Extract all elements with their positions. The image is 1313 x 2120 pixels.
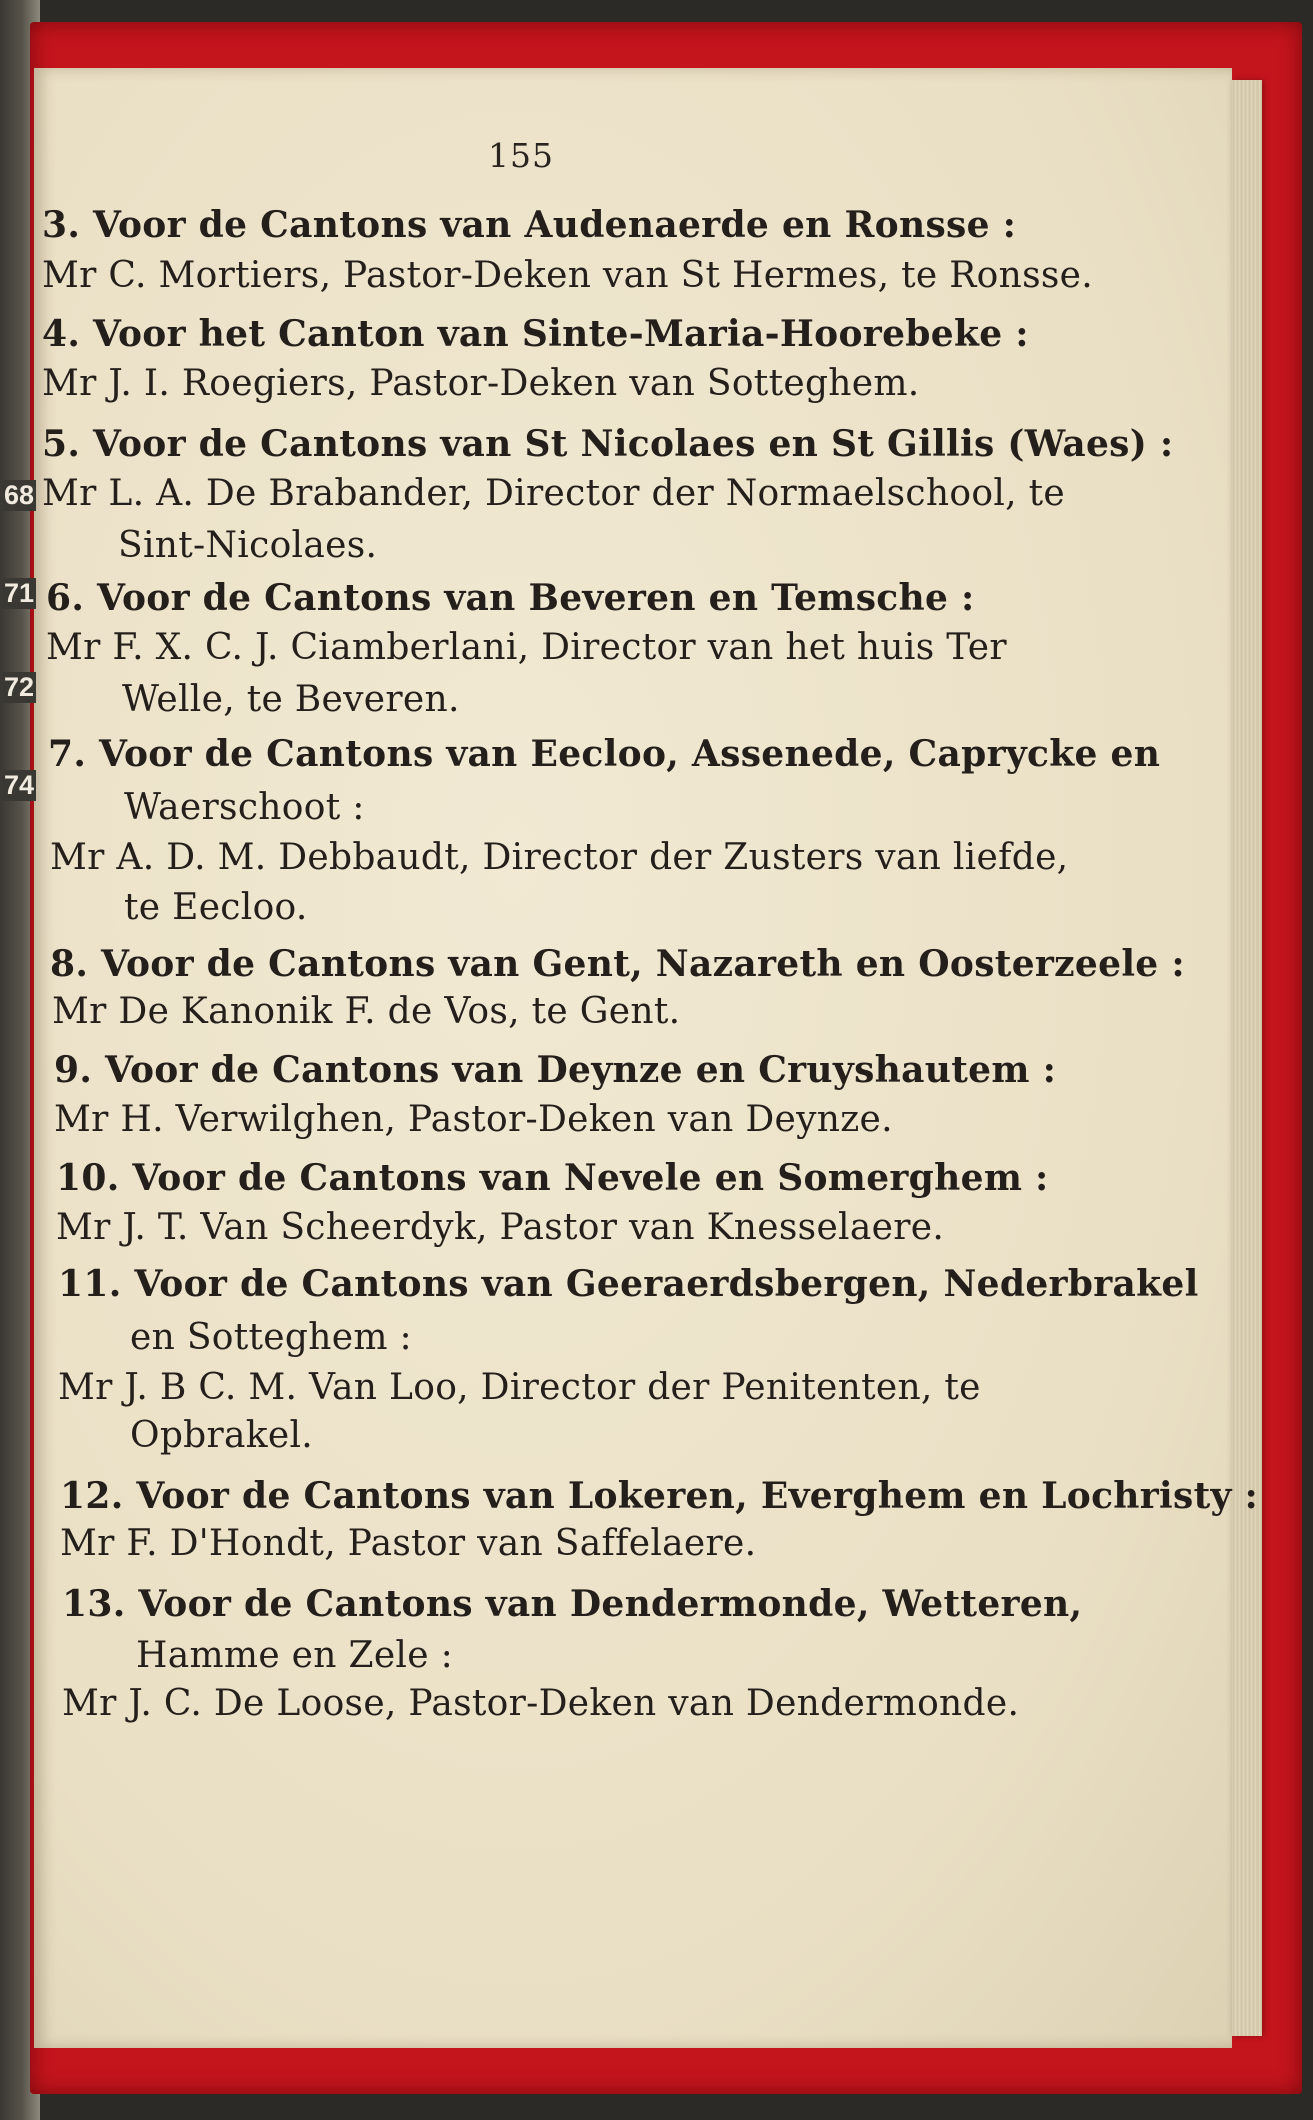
- page-number: 155: [488, 136, 554, 175]
- margin-number: 72: [4, 672, 35, 702]
- entry-heading: 11. Voor de Cantons van Geeraerdsbergen, Nederbrakel: [58, 1263, 1199, 1305]
- entry-line: Mr J. T. Van Scheerdyk, Pastor van Knesselaere.: [56, 1207, 945, 1248]
- entry-heading: 4. Voor het Canton van Sinte-Maria-Hoorebeke :: [42, 313, 1029, 355]
- entry-line: Mr H. Verwilghen, Pastor-Deken van Deynze.: [54, 1099, 893, 1140]
- entry-line: Mr J. I. Roegiers, Pastor-Deken van Sotteghem.: [42, 363, 920, 404]
- entry-line: Mr A. D. M. Debbaudt, Director der Zusters van liefde,: [50, 837, 1069, 878]
- entry-heading-cont: en Sotteghem :: [130, 1317, 412, 1358]
- entry-line: te Eecloo.: [124, 887, 308, 928]
- entry-heading: 9. Voor de Cantons van Deynze en Cruyshautem :: [54, 1049, 1057, 1091]
- entry-heading: 3. Voor de Cantons van Audenaerde en Ronsse :: [42, 204, 1017, 246]
- margin-number: 68: [4, 480, 35, 510]
- margin-number: 74: [4, 770, 35, 800]
- entry-heading: 13. Voor de Cantons van Dendermonde, Wetteren,: [62, 1583, 1083, 1625]
- entry-line: Opbrakel.: [130, 1415, 314, 1456]
- entry-heading: 10. Voor de Cantons van Nevele en Somerghem :: [56, 1157, 1049, 1199]
- entry-heading: 8. Voor de Cantons van Gent, Nazareth en Oosterzeele :: [50, 943, 1185, 985]
- entry-line: Mr De Kanonik F. de Vos, te Gent.: [52, 991, 681, 1032]
- entry-line: Welle, te Beveren.: [122, 679, 460, 720]
- entry-heading-cont: Hamme en Zele :: [136, 1635, 454, 1676]
- entry-heading: 7. Voor de Cantons van Eecloo, Assenede, Caprycke en: [48, 733, 1161, 775]
- entry-heading-cont: Waerschoot :: [124, 787, 365, 828]
- entry-heading: 6. Voor de Cantons van Beveren en Temsche :: [46, 577, 975, 619]
- entry-line: Mr F. X. C. J. Ciamberlani, Director van het huis Ter: [46, 627, 1007, 668]
- entry-line: Mr L. A. De Brabander, Director der Normaelschool, te: [42, 473, 1066, 514]
- entry-heading: 5. Voor de Cantons van St Nicolaes en St Gillis (Waes) :: [42, 423, 1174, 465]
- entry-line: Sint-Nicolaes.: [118, 525, 378, 566]
- entry-line: Mr J. B C. M. Van Loo, Director der Penitenten, te: [58, 1367, 981, 1408]
- page-edges: [1232, 80, 1262, 2036]
- entry-line: Mr F. D'Hondt, Pastor van Saffelaere.: [60, 1523, 757, 1564]
- margin-number: 71: [4, 578, 35, 608]
- entry-line: Mr C. Mortiers, Pastor-Deken van St Hermes, te Ronsse.: [42, 255, 1094, 296]
- entry-heading: 12. Voor de Cantons van Lokeren, Everghem en Lochristy :: [60, 1475, 1259, 1517]
- entry-line: Mr J. C. De Loose, Pastor-Deken van Dendermonde.: [62, 1683, 1020, 1724]
